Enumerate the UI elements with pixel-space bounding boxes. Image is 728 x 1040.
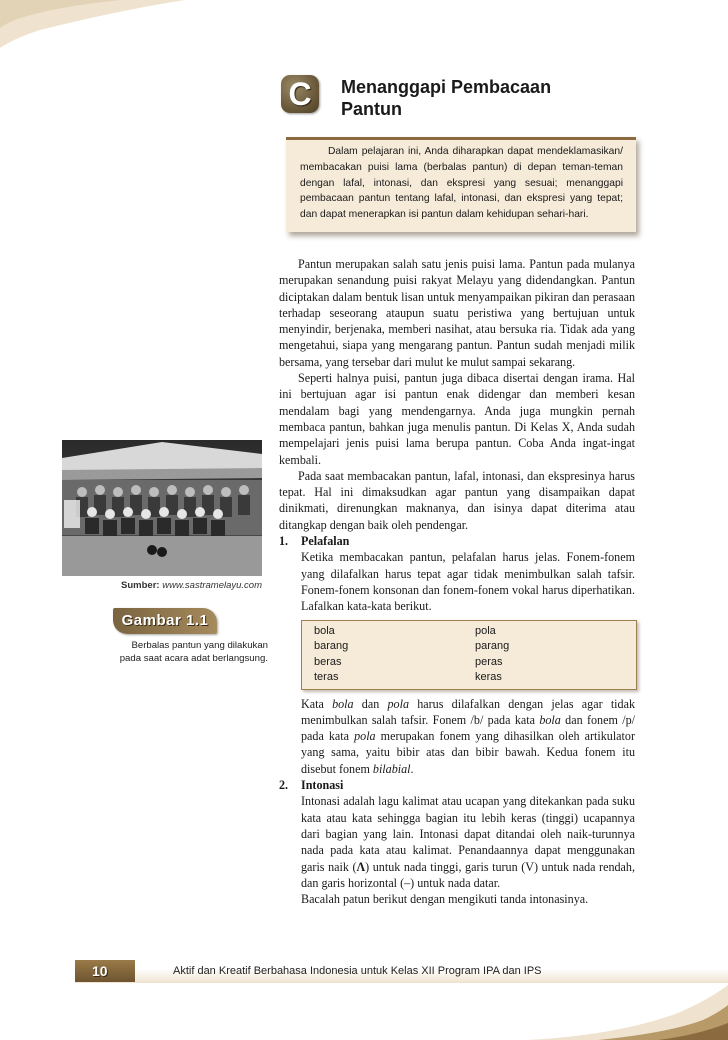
- word-item: barang: [314, 640, 349, 653]
- section-letter: C: [288, 76, 312, 112]
- figure-caption-line1: Berbalas pantun yang dilakukan: [131, 640, 268, 651]
- word-column-right: [475, 624, 509, 686]
- word-item: beras: [314, 655, 342, 668]
- pantun-performance-photo: [62, 440, 262, 576]
- page-number: 10: [92, 963, 108, 979]
- list-text: Intonasi adalah lagu kalimat atau ucapan yang ditekankan pada suku kata atau kata sehingga bagian itu lebih keras (tinggi) ucapannya dari bagian yang lain. Intonasi dapat ditandai oleh naik-turunnya nada pada kata atau kalimat. Penandaannya dapat menggunakan garis naik (Λ) untuk nada tinggi, garis turun (V) untuk nada rendah, dan garis horizontal (–) untuk nada datar.: [301, 794, 635, 890]
- paragraph-2: Seperti halnya puisi, pantun juga dibaca disertai dengan irama. Hal ini bertujuan agar isi pantun enak didengar dan memberi kesan mendalam bagi yang mendengarnya. Anda juga mungkin pernah membaca pantun, bahkan juga menulis pantun. Di Kelas X, Anda sudah mempelajari jenis puisi lama berupa pantun. Coba Anda ingat-ingat kembali.: [279, 371, 635, 467]
- figure-label: Gambar 1.1: [121, 612, 209, 629]
- bottom-right-swoosh-decoration: [528, 985, 728, 1040]
- word-item: pola: [475, 624, 496, 637]
- photo-illustration: [62, 440, 262, 576]
- word-column-left: [314, 624, 348, 686]
- word-item: keras: [475, 671, 502, 684]
- list-item-pelafalan-continued: [279, 696, 635, 777]
- section-title-line1: Menanggapi Pembacaan: [341, 77, 552, 97]
- paragraph-3: Pada saat membacakan pantun, lafal, intonasi, dan ekspresinya harus tepat. Hal ini dimaksudkan agar pantun yang disampaikan dapat dinikmati, direnungkan maknanya, dan isinya dapat diterima atau ditangkap dengan baik oleh pendengar.: [279, 468, 635, 532]
- figure-label-badge: [113, 608, 217, 634]
- image-source: [62, 580, 262, 591]
- bilabial-explanation: Kata bola dan pola harus dilafalkan dengan jelas agar tidak menimbulkan salah tafsir. Fonem /b/ pada kata bola dan fonem /p/ pada kata pola merupakan fonem yang dihasilkan oleh artikulator yang sama, yaitu bibir atas dan bibir bawah. Kedua fonem itu disebut fonem bilabial.: [301, 696, 635, 776]
- source-url: www.sastramelayu.com: [162, 580, 262, 591]
- word-item: teras: [314, 671, 339, 684]
- list-item-pelafalan: [279, 533, 635, 614]
- paragraph-1: Pantun merupakan salah satu jenis puisi lama. Pantun pada mulanya merupakan senandung puisi rakyat Melayu yang didendangkan. Pantun diciptakan dalam bentuk lisan untuk menyampaikan pikiran dan perasaan terhadap seseorang ataupun suatu peristiwa yang bertujuan untuk menyindir, berjenaka, memberi nasihat, atau bersuka ria. Tidak ada yang mengetahui, siapa yang mengarang pantun. Pantun sudah menjadi milik bersama, yang tersebar dari mulut ke mulut sampai sekarang.: [279, 257, 635, 369]
- section-letter-badge: [281, 75, 319, 113]
- section-title: [341, 76, 631, 120]
- list-instruction: Bacalah patun berikut dengan mengikuti tanda intonasinya.: [301, 892, 589, 907]
- section-title-line2: Pantun: [341, 99, 402, 119]
- word-item: parang: [475, 640, 510, 653]
- word-pairs-box: [301, 620, 637, 690]
- word-item: peras: [475, 655, 503, 668]
- list-item-intonasi: [279, 777, 635, 907]
- list-text: Ketika membacakan pantun, pelafalan harus jelas. Fonem-fonem yang dilafalkan harus tepat agar tidak menimbulkan salah tafsir. Fonem-fonem konsonan dan fonem-fonem vokal harus diperhatikan. Lafalkan kata-kata berikut.: [301, 550, 635, 614]
- top-left-swoosh-decoration: [0, 0, 200, 60]
- rising-tone-symbol: Λ: [356, 859, 366, 874]
- figure-caption: [100, 639, 268, 665]
- figure-caption-line2: pada saat acara adat berlangsung.: [119, 653, 268, 664]
- list-heading: Pelafalan: [301, 534, 350, 549]
- footer-book-title: Aktif dan Kreatif Berbahasa Indonesia untuk Kelas XII Program IPA dan IPS: [173, 965, 542, 977]
- list-number: 1.: [279, 534, 289, 549]
- word-item: bola: [314, 624, 335, 637]
- main-text-column: [279, 256, 635, 907]
- learning-objective-box: [286, 137, 636, 232]
- learning-objective-text: Dalam pelajaran ini, Anda diharapkan dapat mendeklamasikan/ membacakan puisi lama (berbalas pantun) di depan teman-teman dengan lafal, intonasi, dan ekspresi yang sesuai; menanggapi pembacaan pantun tentang lafal, intonasi, dan ekspresi yang tepat; dan dapat menerapkan isi pantun dalam kehidupan sehari-hari.: [300, 146, 623, 221]
- list-heading: Intonasi: [301, 778, 344, 793]
- source-label: Sumber:: [121, 580, 160, 591]
- list-number: 2.: [279, 778, 289, 793]
